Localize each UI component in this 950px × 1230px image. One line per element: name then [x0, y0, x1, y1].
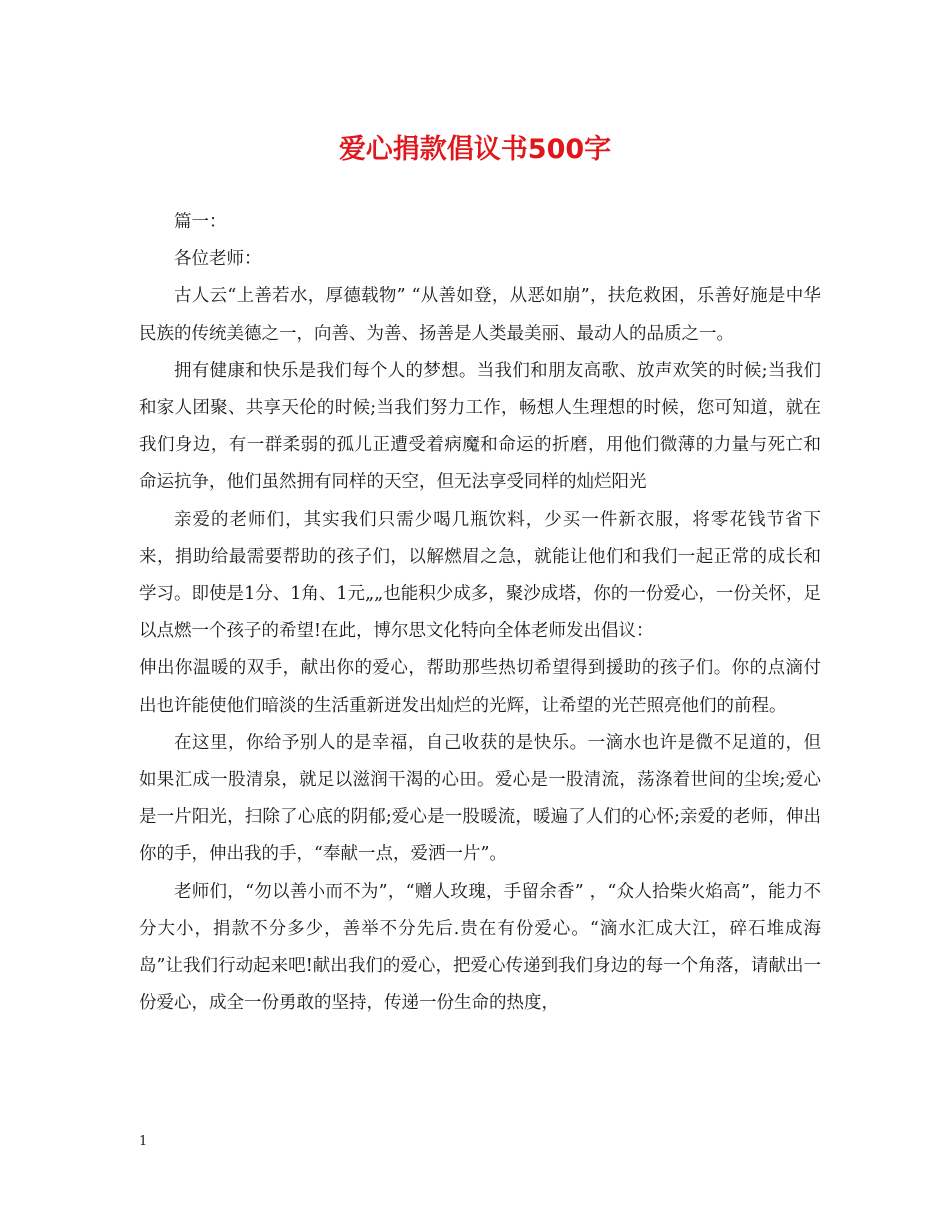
paragraph-1: 古人云“上善若水，厚德载物” “从善如登，从恶如崩”，扶危救困，乐善好施是中华民族的传统美德之一，向善、为善、扬善是人类最美丽、最动人的品质之一。: [139, 286, 821, 344]
paragraph-6: 老师们，“勿以善小而不为”，“赠人玫瑰，手留余香” ，“众人拾柴火焰高”，能力不分大小，捐款不分多少，善举不分先后.贵在有份爱心。“滴水汇成大江，碎石堆成海岛”让我们行动起来吧!献出我们的爱心，把爱心传递到我们身边的每一个角落，请献出一份爱心，成全一份勇敢的坚持，传递一份生命的热度，: [139, 881, 821, 1014]
document-title: 爱心捐款倡议书500字: [338, 134, 612, 165]
salutation: 各位老师：: [174, 249, 262, 270]
document-body: [139, 204, 821, 1022]
paragraph-5: 在这里，你给予别人的是幸福，自己收获的是快乐。一滴水也许是微不足道的，但如果汇成一股清泉，就足以滋润干渴的心田。爱心是一股清流，荡涤着世间的尘埃;爱心是一片阳光，扫除了心底的阴郁;爱心是一股暖流，暖遍了人们的心怀;亲爱的老师，伸出你的手，伸出我的手，“奉献一点，爱洒一片”。: [139, 732, 821, 865]
page-number: 1: [139, 1134, 148, 1149]
paragraph-3: 亲爱的老师们，其实我们只需少喝几瓶饮料，少买一件新衣服，将零花钱节省下来，捐助给最需要帮助的孩子们，以解燃眉之急，就能让他们和我们一起正常的成长和学习。即使是1分、1角、1元„„也能积少成多，聚沙成塔，你的一份爱心，一份关怀，足以点燃一个孩子的希望!在此，博尔思文化特向全体老师发出倡议：: [139, 509, 821, 642]
paragraph-2: 拥有健康和快乐是我们每个人的梦想。当我们和朋友高歌、放声欢笑的时候;当我们和家人团聚、共享天伦的时候;当我们努力工作，畅想人生理想的时候，您可知道，就在我们身边，有一群柔弱的孤儿正遭受着病魔和命运的折磨，用他们微薄的力量与死亡和命运抗争，他们虽然拥有同样的天空，但无法享受同样的灿烂阳光: [139, 360, 821, 493]
section-label: 篇一：: [174, 212, 227, 232]
paragraph-4: 伸出你温暖的双手，献出你的爱心，帮助那些热切希望得到援助的孩子们。你的点滴付出也许能使他们暗淡的生活重新迸发出灿烂的光辉，让希望的光芒照亮他们的前程。: [139, 658, 821, 716]
